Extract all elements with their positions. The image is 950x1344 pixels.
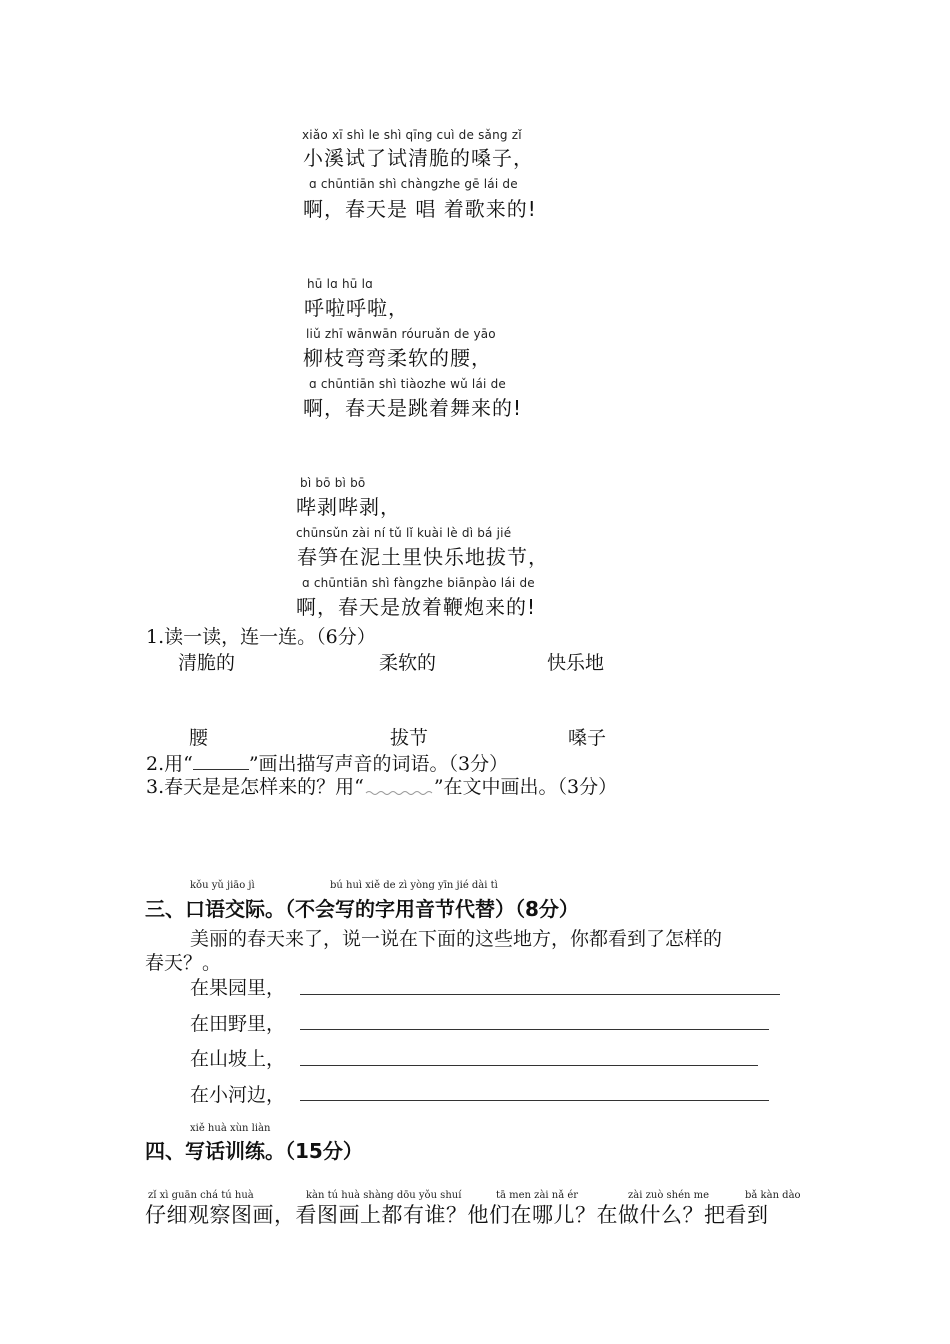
stanza3-line2: 春笋在泥土里快乐地拔节， bbox=[297, 545, 549, 569]
place-hillside-label: 在山坡上， bbox=[190, 1048, 286, 1070]
section3-prompt-line1: 美丽的春天来了，说一说在下面的这些地方，你都看到了怎样的 bbox=[190, 928, 723, 950]
place-field-label: 在田野里， bbox=[190, 1013, 286, 1035]
section4-pinyin-3: tā men zài nǎ ér bbox=[496, 1190, 579, 1201]
stanza3-line3-pinyin: ɑ chūntiān shì fàngzhe biānpào lái de bbox=[302, 576, 535, 590]
place-orchard-label: 在果园里， bbox=[190, 977, 286, 999]
match-bottom-word-2[interactable]: 拔节 bbox=[390, 727, 429, 749]
match-bottom-word-1[interactable]: 腰 bbox=[189, 727, 209, 749]
stanza3-line2-pinyin: chūnsǔn zài ní tǔ lǐ kuài lè dì bá jié bbox=[296, 526, 512, 540]
match-top-word-1[interactable]: 清脆的 bbox=[178, 652, 236, 674]
stanza1-line1: 小溪试了试清脆的嗓子， bbox=[303, 146, 534, 170]
stanza1-line2-pinyin: ɑ chūntiān shì chàngzhe gē lái de bbox=[309, 177, 518, 191]
place-river-label: 在小河边， bbox=[190, 1084, 286, 1106]
stanza1-line2: 啊，春天是 唱 着歌来的! bbox=[303, 197, 537, 221]
question-3-end: ”在文中画出。（3分） bbox=[433, 776, 618, 798]
section3-prompt-line2: 春天？。 bbox=[145, 952, 222, 974]
answer-line-orchard[interactable] bbox=[300, 994, 780, 995]
section4-text: 仔细观察图画，看图画上都有谁？他们在哪儿？在做什么？把看到 bbox=[145, 1203, 769, 1227]
section3-title: 三、口语交际。（不会写的字用音节代替）（8分） bbox=[145, 897, 579, 921]
answer-line-river[interactable] bbox=[300, 1100, 769, 1101]
match-top-word-3[interactable]: 快乐地 bbox=[547, 652, 605, 674]
stanza3-line1-pinyin: bì bō bì bō bbox=[300, 476, 366, 490]
wavy-line-icon bbox=[364, 781, 434, 795]
section4-title: 四、写话训练。（15分） bbox=[145, 1139, 363, 1163]
stanza3-line3: 啊，春天是放着鞭炮来的! bbox=[296, 595, 537, 619]
stanza2-line3-pinyin: ɑ chūntiān shì tiàozhe wǔ lái de bbox=[309, 377, 506, 391]
match-bottom-word-3[interactable]: 嗓子 bbox=[568, 727, 607, 749]
section4-pinyin-5: bǎ kàn dào bbox=[745, 1190, 801, 1201]
stanza2-line1: 呼啦呼啦， bbox=[304, 296, 409, 320]
question-2-start: 2.用“ bbox=[146, 753, 193, 775]
question-3 bbox=[146, 772, 617, 799]
stanza2-line2: 柳枝弯弯柔软的腰， bbox=[303, 346, 492, 370]
stanza2-line3: 啊，春天是跳着舞来的! bbox=[303, 396, 523, 420]
section3-title-pinyin-b: bú huì xiě de zì yòng yīn jié dài tì bbox=[330, 880, 498, 891]
answer-line-field[interactable] bbox=[300, 1029, 769, 1030]
question-2-end: ”画出描写声音的词语。（3分） bbox=[248, 753, 509, 775]
stanza3-line1: 哔剥哔剥， bbox=[296, 495, 401, 519]
stanza1-line1-pinyin: xiǎo xī shì le shì qīng cuì de sǎng zǐ bbox=[302, 128, 522, 142]
section4-pinyin-4: zài zuò shén me bbox=[628, 1190, 710, 1201]
stanza2-line1-pinyin: hū lɑ hū lɑ bbox=[307, 277, 373, 291]
section4-pinyin-1: zǐ xì guān chá tú huà bbox=[148, 1190, 254, 1201]
section4-title-pinyin: xiě huà xùn liàn bbox=[190, 1123, 271, 1134]
match-top-word-2[interactable]: 柔软的 bbox=[379, 652, 437, 674]
section3-title-pinyin-a: kǒu yǔ jiāo jì bbox=[190, 880, 255, 891]
question-3-start: 3.春天是是怎样来的？用“ bbox=[146, 776, 364, 798]
answer-line-hillside[interactable] bbox=[300, 1065, 758, 1066]
stanza2-line2-pinyin: liǔ zhī wānwān róuruǎn de yāo bbox=[306, 327, 496, 341]
straight-underline-sample bbox=[193, 751, 249, 770]
section4-pinyin-2: kàn tú huà shàng dōu yǒu shuí bbox=[306, 1190, 462, 1201]
question-1: 1.读一读，连一连。（6分） bbox=[146, 626, 376, 648]
